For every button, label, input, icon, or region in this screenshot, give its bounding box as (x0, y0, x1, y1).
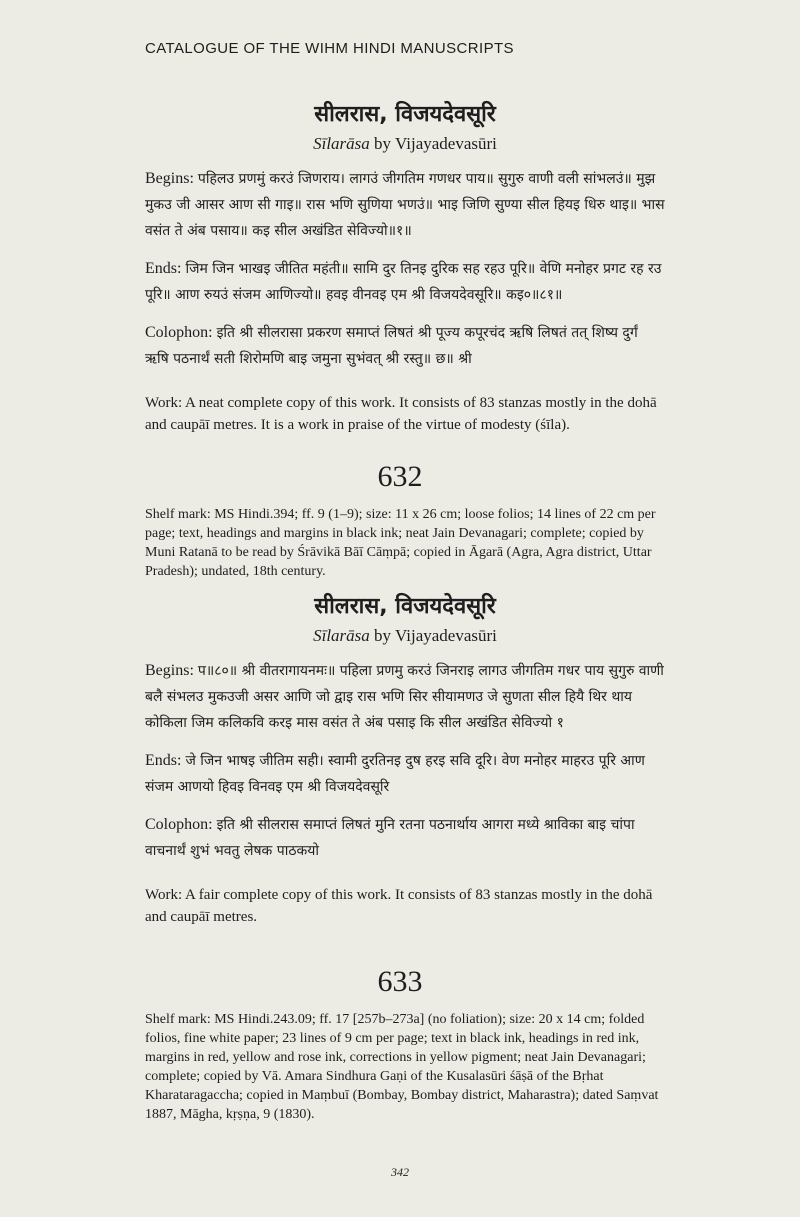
shelf-mark: Shelf mark: MS Hindi.394; ff. 9 (1–9); size: 11 x 26 cm; loose folios; 14 lines of 22 cm per page; text, headings and margins in black ink; neat Jain Devanagari; complete; copied by Muni Ratanā to be read by Śrāvikā Bāī Cāṃpā; copied in Āgarā (Agra, Agra district, Uttar Pradesh); undated, 18th century. (145, 507, 656, 579)
entry-title-devanagari: सीलरास, विजयदेवसूरि (314, 102, 496, 127)
ends-field: Ends: जिम जिन भाखइ जीतित महंती॥ सामि दुर तिनइ दुरिक सह रहउ पूरि॥ वेणि मनोहर प्रगट रह रउ पूरि॥ आण रुयउं संजम आणिज्यो॥ हवइ वीनवइ एम श्री विजयदेवसूरि॥ कइ०॥८१॥ (145, 260, 662, 303)
colophon-field: Colophon: इति श्री सीलरासा प्रकरण समाप्तं लिषतं श्री पूज्य कपूरचंद ऋषि लिषतं तत् शिष्य दुर्गं ऋषि पठनार्थं सती शिरोमणि बाइ जमुना सुभंवत् श्री रस्तु॥ छ॥ श्री (145, 324, 638, 367)
begins-field: Begins: पहिलउ प्रणमुं करउं जिणराय। लागउं जीगतिम गणधर पाय॥ सुगुरु वाणी वली सांभलउं॥ मुझ मुकउ जी आसर आण सी गाइ॥ रास भणि सुणिया भणउं॥ भाइ जिणि सुण्या सील हियइ धिरु थाइ॥ भास वसंत ते अंब पसाय॥ कइ सील अखंडित सेविज्यो॥१॥ (145, 170, 665, 239)
work-description: Work: A fair complete copy of this work. It consists of 83 stanzas mostly in the dohā and caupāī metres. (145, 887, 653, 925)
entry-title-roman: Sīlarāsa by Vijayadevasūri (313, 626, 497, 645)
shelf-mark: Shelf mark: MS Hindi.243.09; ff. 17 [257b–273a] (no foliation); size: 20 x 14 cm; folded folios, fine white paper; 23 lines of 9 cm per page; text in black ink, headings in red ink, margins in red, yellow and rose ink, corrections in yellow pigment; neat Jain Devanagari; complete; copied by Vā. Amara Sindhura Gaṇi of the Kusalasūri śāṣā of the Bṛhat Kharataragaccha; copied in Maṃbuī (Bombay, Bombay district, Maharastra); dated Saṃvat 1887, Māgha, kṛṣṇa, 9 (1830). (145, 1012, 659, 1122)
entry-silarasa-1 (145, 98, 665, 436)
work-description: Work: A neat complete copy of this work. It consists of 83 stanzas mostly in the dohā and caupāī metres. It is a work in praise of the virtue of modesty (śīla). (145, 395, 657, 433)
entry-silarasa-2 (145, 590, 665, 928)
entry-number: 632 (377, 460, 423, 493)
ends-field: Ends: जे जिन भाषइ जीतिम सही। स्वामी दुरतिनइ दुष हरइ सवि दूरि। वेण मनोहर माहरउ पूरि आण संजम आणयो हिवइ विनवइ एम श्री विजयदेवसूरि (145, 752, 645, 795)
entry-title-roman: Sīlarāsa by Vijayadevasūri (313, 134, 497, 153)
running-head: CATALOGUE OF THE WIHM HINDI MANUSCRIPTS (145, 40, 514, 57)
colophon-field: Colophon: इति श्री सीलरास समाप्तं लिषतं मुनि रतना पठनार्थाय आगरा मध्ये श्राविका बाइ चांपा वाचनार्थं शुभं भवतु लेषक पाठकयो (145, 816, 635, 859)
page-number: 342 (391, 1165, 409, 1179)
begins-field: Begins: प॥८०॥ श्री वीतरागायनमः॥ पहिला प्रणमु करउं जिनराइ लागउ जीगतिम गधर पाय सुगुरु वाणी बलै संभलउ मुकउजी असर आणि जो द्वाइ रास भणि सिर सीयामणउ जे सुणता सील हियै थिर थाय कोकिला जिम कलिकवि करइ मास वसंत ते अंब पसाइ कि सील अखंडित सेविज्यो १ (145, 662, 664, 731)
entry-number: 633 (377, 965, 423, 998)
entry-title-devanagari: सीलरास, विजयदेवसूरि (314, 594, 496, 619)
